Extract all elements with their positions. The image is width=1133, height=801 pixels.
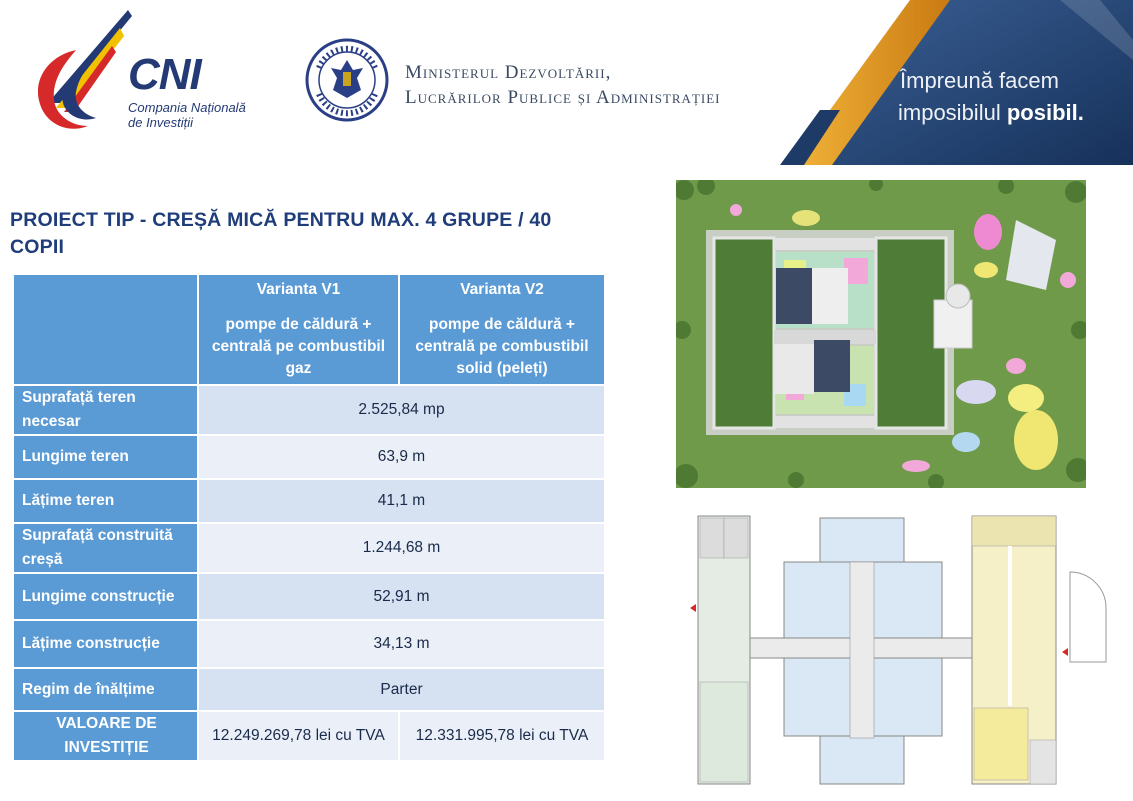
table-row <box>13 573 605 620</box>
row-value: 52,91 m <box>198 573 605 620</box>
row-value: 1.244,68 m <box>198 523 605 573</box>
specs-table <box>12 273 606 762</box>
table-row <box>13 435 605 479</box>
v1-desc: pompe de căldură + centrală pe combustibil gaz <box>211 316 386 377</box>
cni-sub-line1: Compania Națională <box>128 100 246 115</box>
investment-label: VALOARE DE INVESTIȚIE <box>13 711 198 761</box>
cni-logo-icon <box>28 8 138 136</box>
header-v2 <box>399 274 605 385</box>
row-value: 2.525,84 mp <box>198 385 605 435</box>
row-label: Regim de înălțime <box>13 668 198 711</box>
row-value: Parter <box>198 668 605 711</box>
investment-v2: 12.331.995,78 lei cu TVA <box>399 711 605 761</box>
cni-subtitle <box>128 100 246 130</box>
row-value: 41,1 m <box>198 479 605 523</box>
header <box>0 0 1133 165</box>
row-value: 34,13 m <box>198 620 605 668</box>
row-value: 63,9 m <box>198 435 605 479</box>
slogan-light: imposibilul <box>898 100 1001 125</box>
header-empty-cell <box>13 274 198 385</box>
row-label: Lungime teren <box>13 435 198 479</box>
row-label: Suprafață teren necesar <box>13 385 198 435</box>
slogan-line2 <box>898 100 1084 126</box>
ministry-line1: Ministerul Dezvoltării, <box>405 62 612 83</box>
site-render-image <box>676 180 1086 488</box>
floor-plan-image <box>690 512 1110 792</box>
table-row <box>13 523 605 573</box>
v2-name: Varianta V2 <box>460 281 544 298</box>
table-row <box>13 479 605 523</box>
investment-row <box>13 711 605 761</box>
v2-desc: pompe de căldură + centrală pe combustibil solid (peleți) <box>415 316 589 377</box>
row-label: Lungime construcție <box>13 573 198 620</box>
header-v1 <box>198 274 399 385</box>
row-label: Lățime teren <box>13 479 198 523</box>
table-row <box>13 385 605 435</box>
slogan-bold: posibil. <box>1006 100 1084 125</box>
ministry-name <box>405 60 720 110</box>
v1-name: Varianta V1 <box>256 281 341 298</box>
investment-v1: 12.249.269,78 lei cu TVA <box>198 711 399 761</box>
slogan-line1: Împreună facem <box>900 68 1059 93</box>
ministry-line2: Lucrărilor Publice și Administrației <box>405 87 721 108</box>
table-row <box>13 668 605 711</box>
cni-sub-line2: de Investiții <box>128 115 194 130</box>
table-row <box>13 620 605 668</box>
row-label: Lățime construcție <box>13 620 198 668</box>
table-header-row <box>13 274 605 385</box>
page-title: PROIECT TIP - CREȘĂ MICĂ PENTRU MAX. 4 GRUPE / 40 COPII <box>10 209 552 258</box>
row-label: Suprafață construită creșă <box>13 523 198 573</box>
cni-name: CNI <box>128 50 201 99</box>
government-seal-icon <box>305 38 389 122</box>
